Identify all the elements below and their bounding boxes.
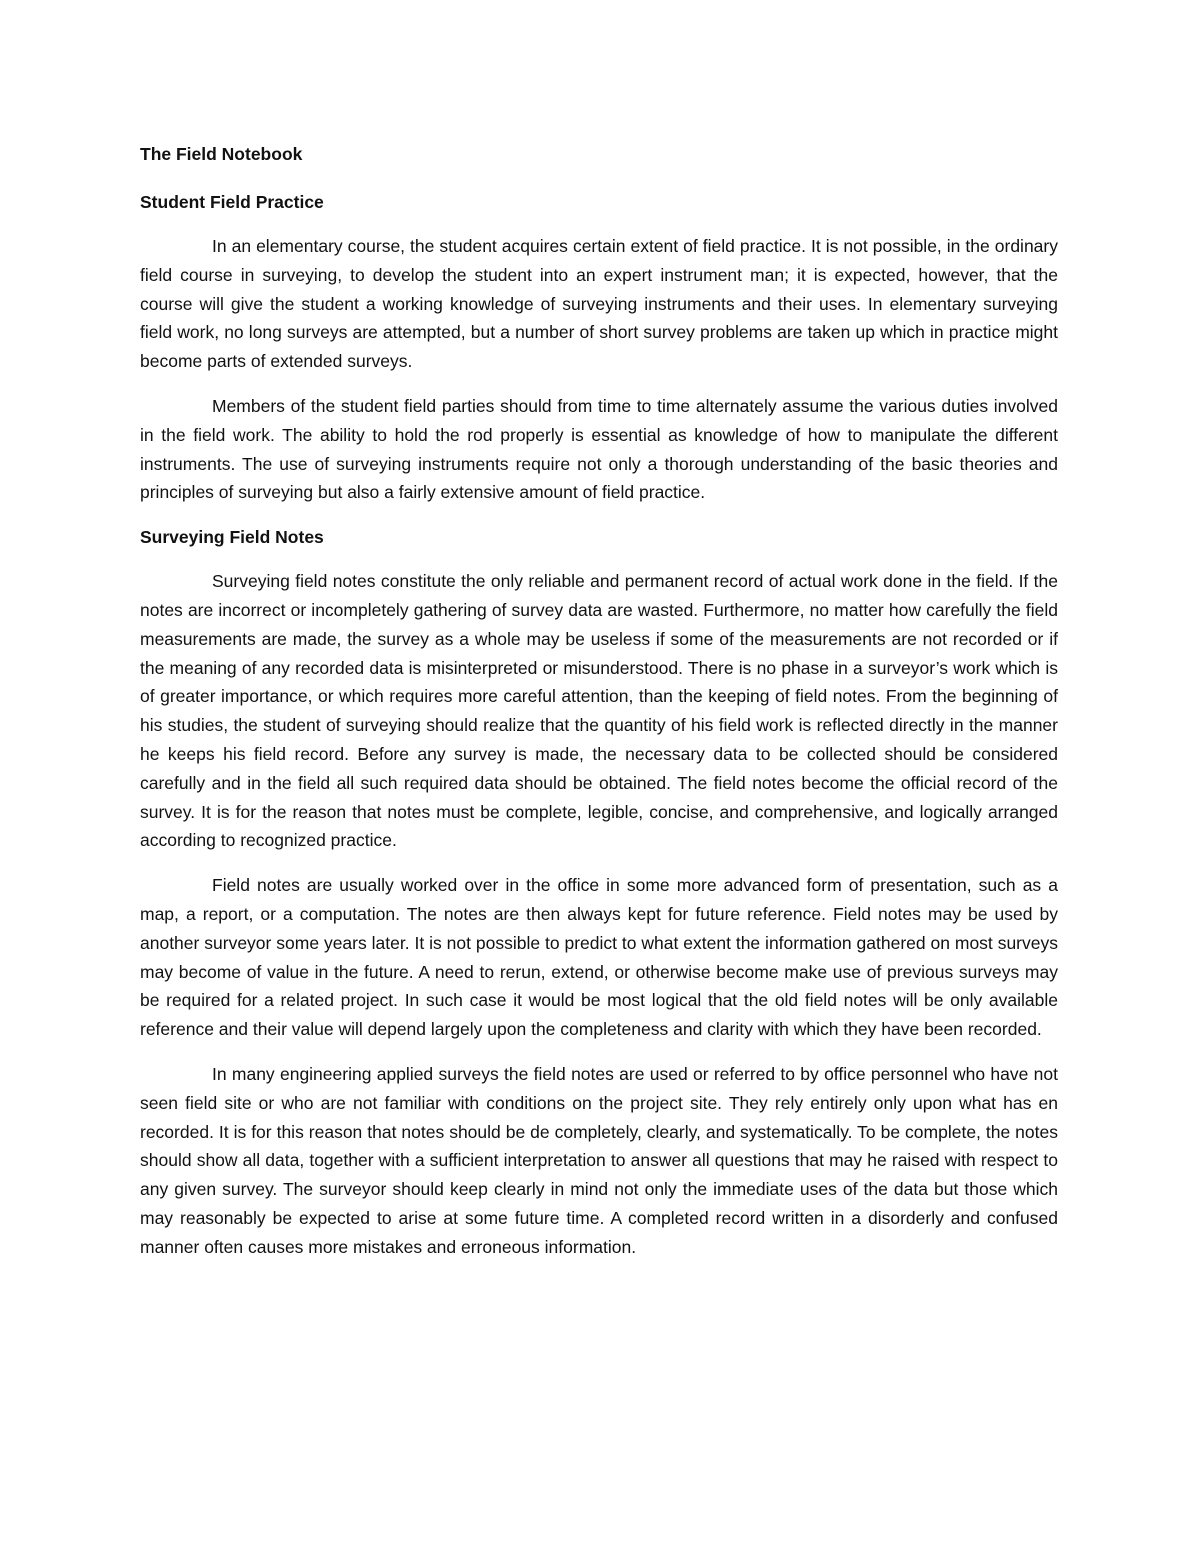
paragraph-field-parties: Members of the student field parties should from time to time alternately assume the various duties involved in the field work. The ability to hold the rod properly is essential as knowledge of how to manipulate the different instruments. The use of surveying instruments require not only a thorough understanding of the basic theories and principles of surveying but also a fairly extensive amount of field practice. [140, 395, 1058, 503]
section-heading-surveying-field-notes: Surveying Field Notes [140, 527, 324, 548]
paragraph-office-work: Field notes are usually worked over in the office in some more advanced form of presentation, such as a map, a report, or a computation. The notes are then always kept for future reference. Field notes may be used by another surveyor some years later. It is not possible to predict to what extent the information gathered on most surveys may become of value in the future. A need to rerun, extend, or otherwise become make use of previous surveys may be required for a related project. In such case it would be most logical that the old field notes will be only available reference and their value will depend largely upon the completeness and clarity with which they have been recorded. [140, 875, 1058, 1040]
document-title: The Field Notebook [140, 144, 303, 164]
section-heading-student-field-practice: Student Field Practice [140, 192, 324, 212]
paragraph-elementary-course: In an elementary course, the student acquires certain extent of field practice. It is not possible, in the ordinary field course in surveying, to develop the student into an expert instrument man; it is expected, however, that the course will give the student a working knowledge of surveying instruments and their uses. In elementary surveying field work, no long surveys are attempted, but a number of short survey problems are taken up which in practice might become parts of extended surveys. [140, 236, 1058, 372]
paragraph-office-personnel: In many engineering applied surveys the field notes are used or referred to by office personnel who have not seen field site or who are not familiar with conditions on the project site. They rely entirely only upon what has en recorded. It is for this reason that notes should be de completely, clearly, and systematically. To be complete, the notes should show all data, together with a sufficient interpretation to answer all questions that may he raised with respect to any given survey. The surveyor should keep clearly in mind not only the immediate uses of the data but those which may reasonably be expected to arise at some future time. A completed record written in a disorderly and confused manner often causes more mistakes and erroneous information. [140, 1063, 1058, 1257]
document-page [140, 140, 1058, 1278]
paragraph-reliable-record: Surveying field notes constitute the only reliable and permanent record of actual work done in the field. If the notes are incorrect or incompletely gathering of survey data are wasted. Furthermore, no matter how carefully the field measurements are made, the survey as a whole may be useless if some of the measurements are not recorded or if the meaning of any recorded data is misinterpreted or misunderstood. There is no phase in a surveyor’s work which is of greater importance, or which requires more careful attention, than the keeping of field notes. From the beginning of his studies, the student of surveying should realize that the quantity of his field work is reflected directly in the manner he keeps his field record. Before any survey is made, the necessary data to be collected should be considered carefully and in the field all such required data should be obtained. The field notes become the official record of the survey. It is for the reason that notes must be complete, legible, concise, and comprehensive, and logically arranged according to recognized practice. [140, 571, 1058, 851]
